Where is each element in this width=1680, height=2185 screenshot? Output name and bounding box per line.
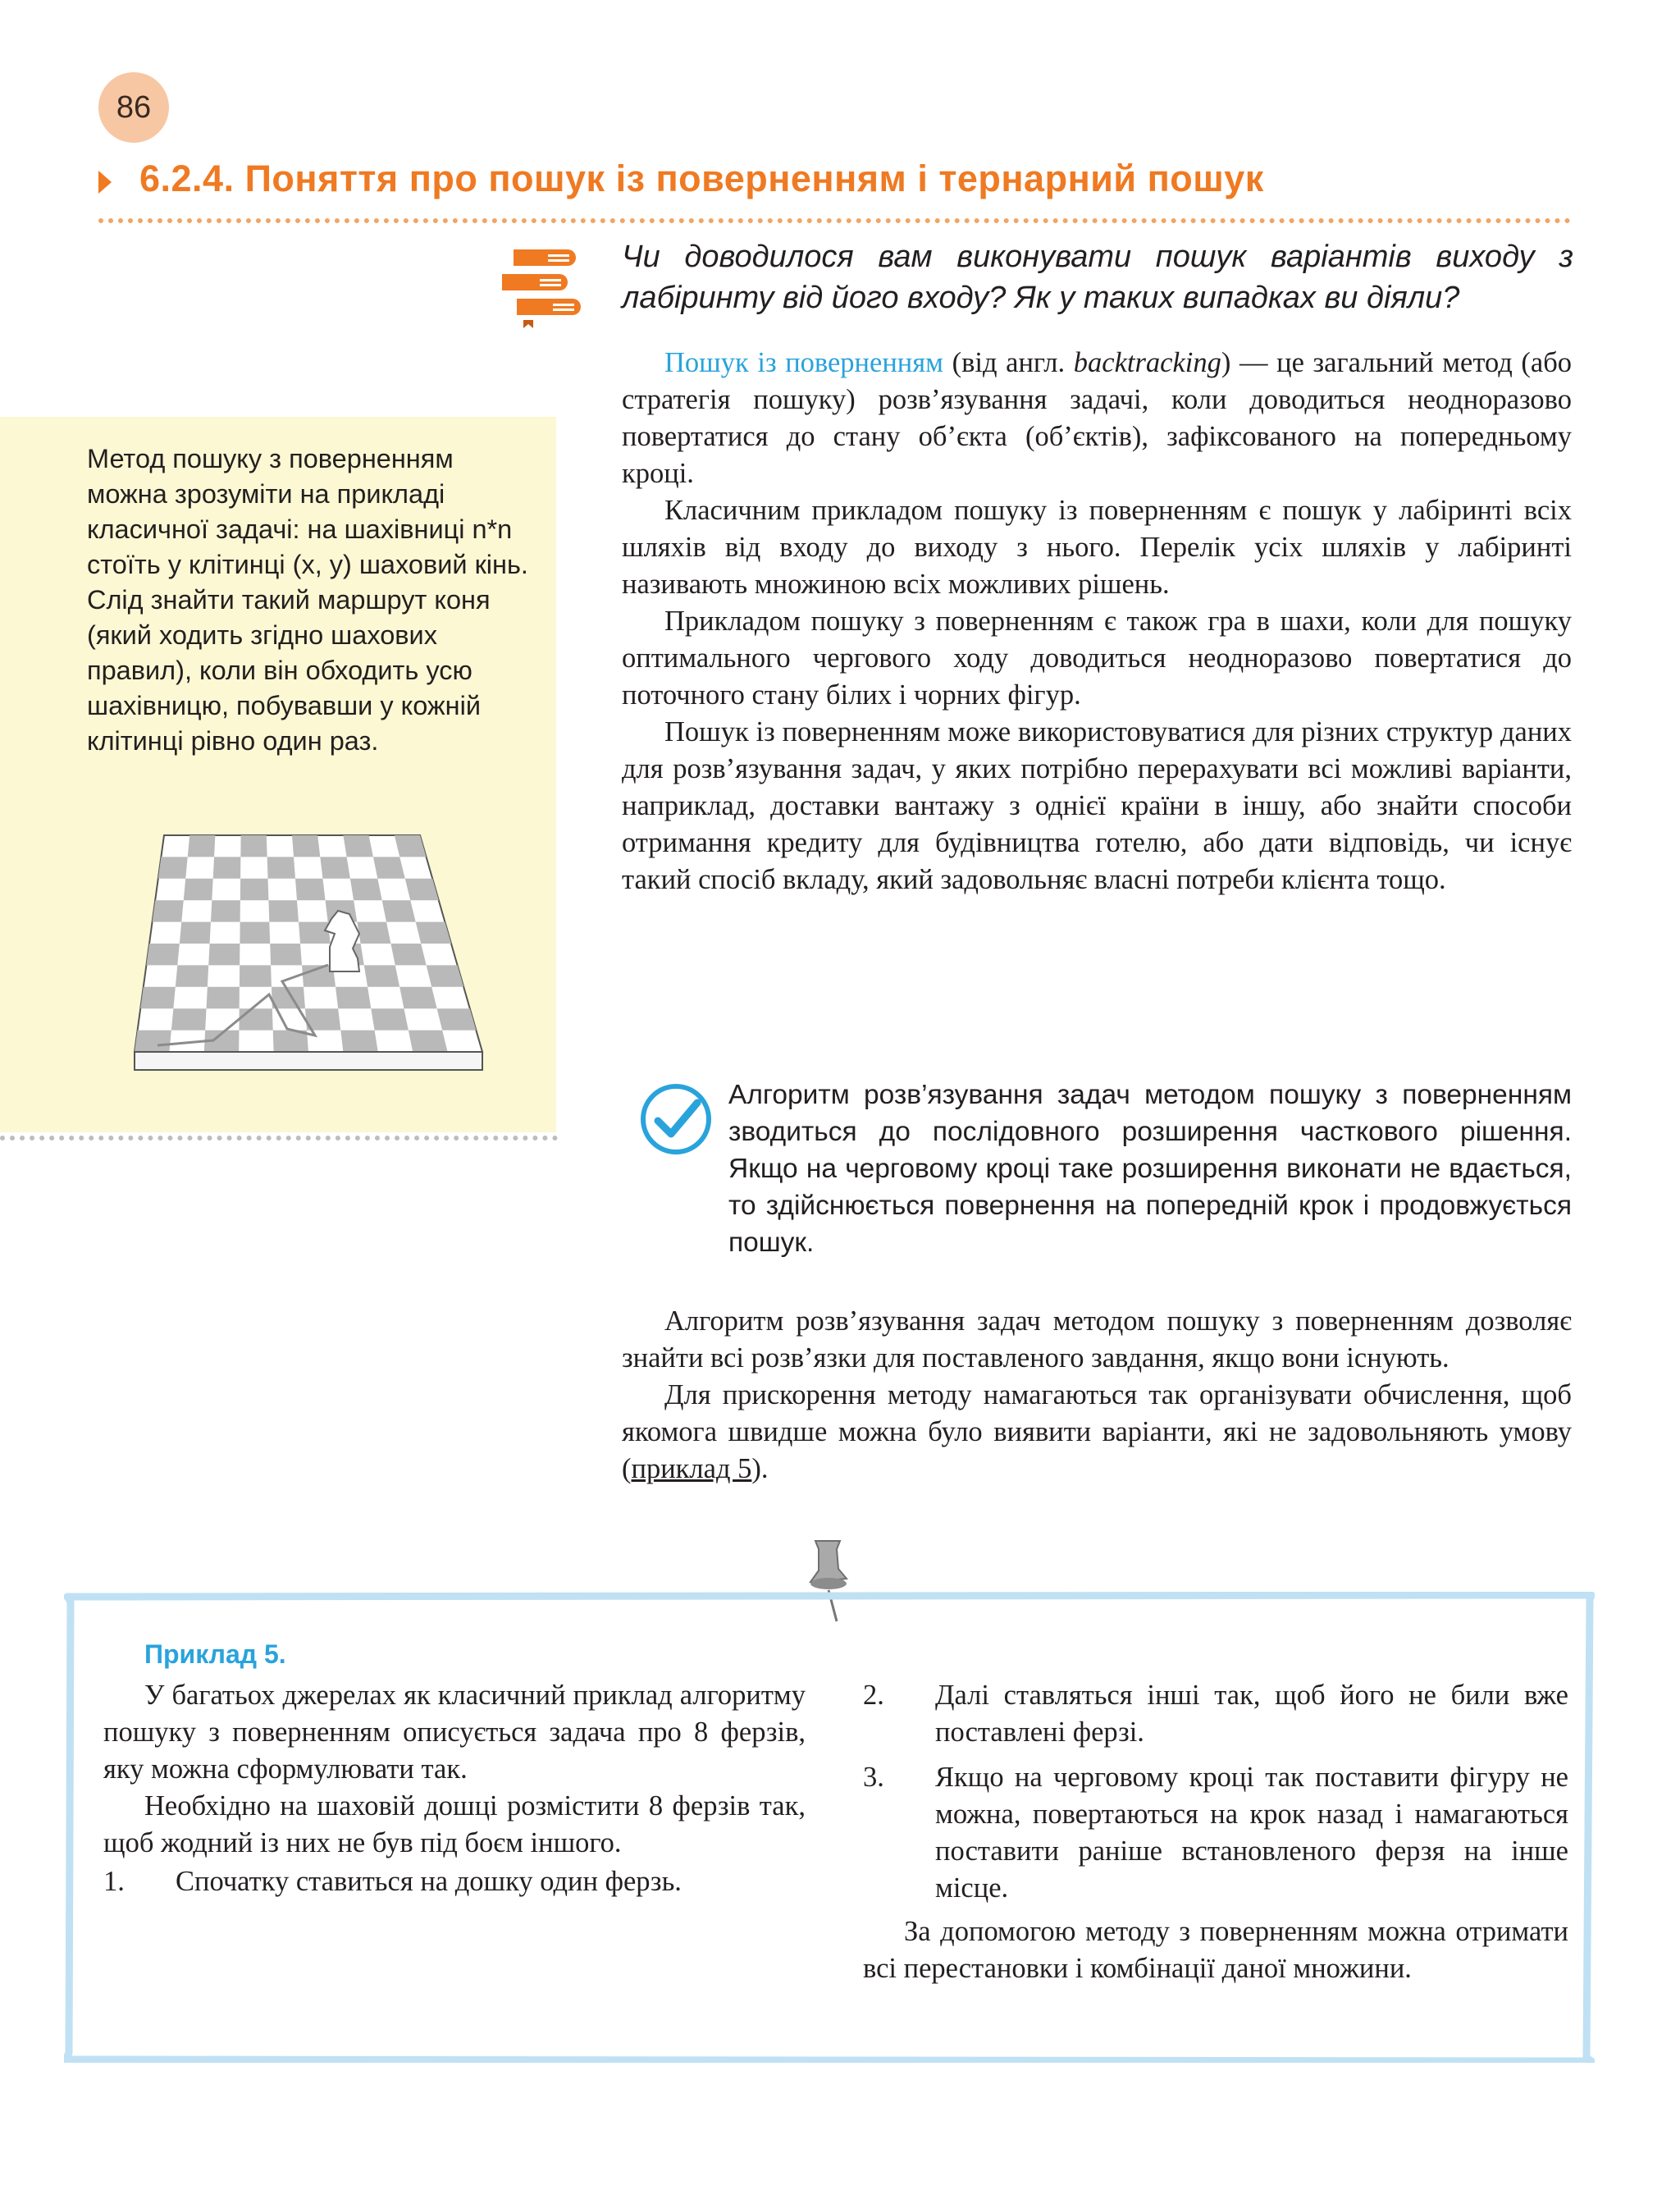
paragraph-definition xyxy=(622,345,1572,492)
main-text xyxy=(622,345,1572,898)
chess-cell xyxy=(350,879,382,900)
chess-cell xyxy=(240,835,267,857)
chess-cell xyxy=(188,835,216,857)
example-right-column xyxy=(863,1677,1568,1987)
text-fragment: ) — це загальний метод (або стратегія пошуку) розв’язування задачі, коли доводиться неодноразово повертатися до стану об’єкта (об’єктів), зафіксованого на попередньому кроці. xyxy=(622,347,1572,489)
chess-cell xyxy=(240,965,272,986)
chess-cell xyxy=(320,857,350,878)
chess-cell xyxy=(336,987,371,1008)
chess-cell xyxy=(211,900,240,921)
chess-cell xyxy=(292,835,320,857)
chess-cell xyxy=(153,900,184,921)
chess-cell xyxy=(399,987,437,1008)
chess-cell xyxy=(373,857,405,878)
chess-cell xyxy=(295,879,326,900)
chess-cell xyxy=(171,1008,207,1030)
paragraph-speedup xyxy=(622,1377,1572,1488)
chess-cell xyxy=(357,922,390,944)
paragraph-chess-example: Прикладом пошуку з поверненням є також гра в шахи, коли для пошуку оптимального чергового ходу доводиться неодноразово повертатися до поточного стану білих і чорних фігур. xyxy=(622,606,1572,711)
example-link[interactable]: приклад 5 xyxy=(631,1453,752,1484)
chess-cell xyxy=(184,879,213,900)
list-item xyxy=(863,1759,1568,1907)
chess-cell xyxy=(437,1008,477,1030)
list-text: Спочатку ставиться на дошку один ферзь. xyxy=(176,1866,682,1897)
sidebar-divider xyxy=(0,1136,558,1140)
term-backtracking: Пошук із поверненням xyxy=(664,347,943,378)
section-title: 6.2.4. Поняття про пошук із поверненням і тернарний пошук xyxy=(139,158,1264,199)
list-item xyxy=(103,1863,806,1900)
chess-cell xyxy=(364,965,399,986)
english-term: backtracking xyxy=(1073,347,1221,378)
chess-cell xyxy=(390,944,426,965)
heading-divider xyxy=(98,218,1571,223)
chess-cell xyxy=(416,922,451,944)
list-number: 1. xyxy=(103,1866,125,1897)
page-number: 86 xyxy=(98,72,169,143)
chess-cell xyxy=(208,944,240,965)
list-number: 2. xyxy=(863,1680,884,1711)
books-icon xyxy=(499,243,587,328)
chess-cell xyxy=(146,944,179,965)
heading-arrow-icon xyxy=(98,171,112,194)
sidebar-box xyxy=(0,417,556,1132)
chess-cell xyxy=(239,1008,272,1030)
sidebar-text: Метод пошуку з поверненням можна зрозуміти на прикладі класичної задачі: на шахівниці n*n стоїть у клітинці (x, y) шаховий кінь. Слід знайти такий маршрут коня (який ходить згідно шахових правил), коли він обходить усю шахівницю, побувавши у кожній клітинці рівно один раз. xyxy=(87,444,528,756)
chessboard-illustration xyxy=(115,825,509,1096)
paragraph-maze-example: Класичним прикладом пошуку із поверненням є пошук у лабіринті всіх шляхів від входу до виходу з нього. Перелік усіх шляхів у лабіринті називають множиною всіх можливих рішень. xyxy=(622,495,1572,600)
example-conclusion: За допомогою методу з поверненням можна отримати всі перестановки і комбінації даної множини. xyxy=(863,1916,1568,1984)
chess-cell xyxy=(158,857,188,878)
chess-cell xyxy=(140,987,176,1008)
key-note xyxy=(728,1077,1572,1261)
chess-cell xyxy=(176,965,208,986)
example-task: Необхідно на шаховій дошці розмістити 8 ферзів так, щоб жодний із них не був під боєм іншого. xyxy=(103,1790,806,1858)
note-paragraph: Алгоритм розв’язування задач методом пошуку з поверненням зводиться до послідовного розширення часткового рішення. Якщо на черговому кроці таке розширення виконати не вдається, то здійснюється повернення на попередній крок і продовжується пошук. xyxy=(728,1080,1572,1258)
text-fragment: ). xyxy=(751,1453,769,1484)
chess-cell xyxy=(382,900,416,921)
chess-cell xyxy=(299,922,331,944)
chess-cell xyxy=(207,987,240,1008)
list-number: 3. xyxy=(863,1762,884,1793)
text-fragment: (від англ. xyxy=(943,347,1074,378)
paragraph-all-solutions: Алгоритм розв’язування задач методом пошуку з поверненням дозволяє знайти всі розв’язки для поставленого завдання, якщо вони існують. xyxy=(622,1305,1572,1374)
chess-cell xyxy=(371,1008,409,1030)
chess-cell xyxy=(340,1031,378,1052)
checkmark-icon xyxy=(638,1081,714,1157)
continuation-text xyxy=(622,1303,1572,1488)
chess-cell xyxy=(240,879,269,900)
example-left-column xyxy=(103,1677,806,1900)
chess-cell xyxy=(343,835,373,857)
example-label: Приклад 5. xyxy=(144,1639,286,1669)
chess-cell xyxy=(270,944,302,965)
chess-cell xyxy=(135,1031,171,1052)
paragraph-data-structures: Пошук із поверненням може використовуватися для різних структур даних для розв’язування задач, у яких потрібно перерахувати всі можливі варіанти, наприклад, доставки вантажу з однієї країни в іншу, або знайти способи отримання кредиту для будівництва готелю, або дати відповідь, чи існує такий спосіб вкладу, який задовольняє власні потреби клієнта тощо. xyxy=(622,716,1572,895)
list-text: Далі ставляться інші так, щоб його не били вже поставлені ферзі. xyxy=(935,1680,1568,1748)
chess-cell xyxy=(180,922,211,944)
intro-question: Чи доводилося вам виконувати пошук варіантів виходу з лабіринту від його входу? Як у таких випадках ви діяли? xyxy=(622,240,1573,315)
list-text: Якщо на черговому кроці так поставити фігуру не можна, повертаються на крок назад і намагаються поставити раніше встановленого ферзя на інше місце. xyxy=(935,1762,1568,1904)
example-intro: У багатьох джерелах як класичний приклад алгоритму пошуку з поверненням описується задача про 8 ферзів, яку можна сформулювати так. xyxy=(103,1680,806,1785)
chess-cell xyxy=(268,900,299,921)
chess-cell xyxy=(427,965,464,986)
chess-cell xyxy=(240,922,270,944)
text-fragment: Для прискорення методу намагаються так організувати обчислення, щоб якомога швидше можна було виявити варіанти, які не задовольняють умову ( xyxy=(622,1379,1572,1484)
chess-cell xyxy=(213,857,241,878)
chess-cell xyxy=(267,857,295,878)
section-heading xyxy=(98,158,1575,215)
list-item xyxy=(863,1677,1568,1751)
chess-cell xyxy=(409,1031,448,1052)
